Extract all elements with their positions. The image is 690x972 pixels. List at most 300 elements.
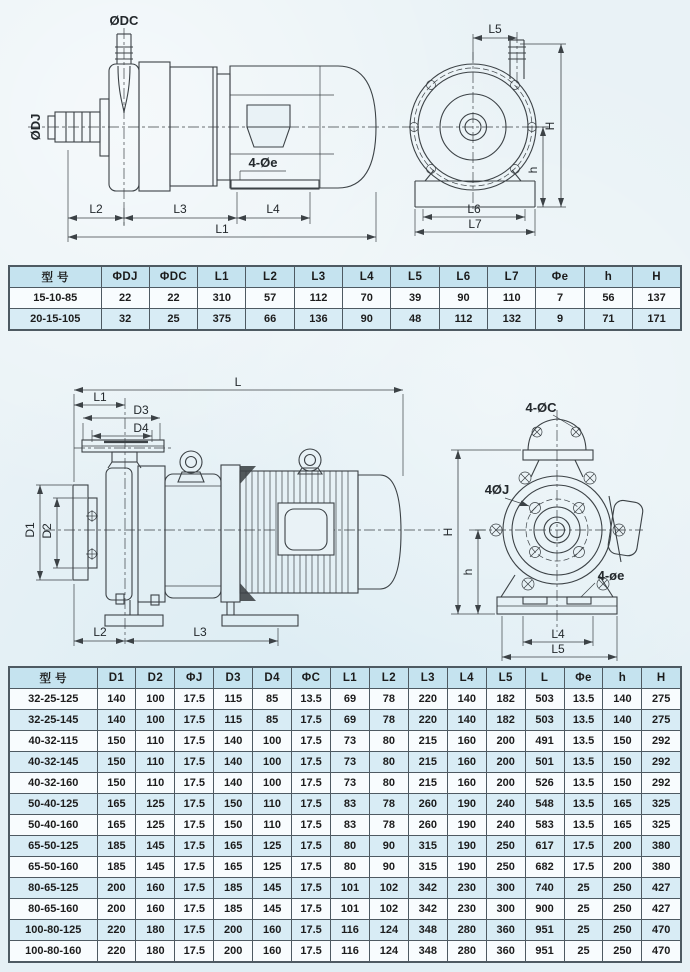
value-cell: 292	[642, 773, 681, 794]
value-cell: 83	[331, 794, 370, 815]
value-cell: 22	[149, 288, 197, 309]
value-cell: 240	[486, 815, 525, 836]
table-row	[9, 710, 681, 731]
table-row	[9, 815, 681, 836]
value-cell: 682	[525, 857, 564, 878]
table-row	[9, 836, 681, 857]
model-cell: 15-10-85	[9, 288, 101, 309]
value-cell: 470	[642, 941, 681, 963]
column-header: 型 号	[9, 266, 101, 288]
column-header: L4	[447, 667, 486, 689]
dim-label-l7: L7	[468, 217, 482, 231]
value-cell: 140	[447, 710, 486, 731]
value-cell: 25	[564, 878, 603, 899]
value-cell: 200	[603, 857, 642, 878]
value-cell: 526	[525, 773, 564, 794]
pump2-suction-flange	[73, 485, 98, 580]
model-cell: 40-32-145	[9, 752, 97, 773]
value-cell: 17.5	[175, 794, 214, 815]
value-cell: 17.5	[564, 836, 603, 857]
dim-label-h-total: H	[543, 121, 557, 131]
column-header: h	[603, 667, 642, 689]
value-cell: 17.5	[175, 878, 214, 899]
dim-label-l: L	[234, 375, 242, 389]
dim-label-h-axis: h	[461, 568, 475, 576]
value-cell: 78	[369, 815, 408, 836]
value-cell: 100	[253, 773, 292, 794]
model-cell: 40-32-115	[9, 731, 97, 752]
value-cell: 342	[408, 878, 447, 899]
value-cell: 17.5	[175, 836, 214, 857]
value-cell: 125	[253, 836, 292, 857]
value-cell: 260	[408, 815, 447, 836]
value-cell: 17.5	[292, 773, 331, 794]
column-header: L	[525, 667, 564, 689]
column-header: L5	[391, 266, 439, 288]
value-cell: 150	[97, 731, 136, 752]
value-cell: 9	[536, 309, 584, 331]
table-row	[9, 899, 681, 920]
value-cell: 124	[369, 920, 408, 941]
value-cell: 136	[294, 309, 342, 331]
value-cell: 116	[331, 920, 370, 941]
column-header: L7	[488, 266, 536, 288]
value-cell: 73	[331, 752, 370, 773]
value-cell: 78	[369, 710, 408, 731]
value-cell: 17.5	[292, 836, 331, 857]
model-cell: 65-50-125	[9, 836, 97, 857]
value-cell: 110	[136, 752, 175, 773]
value-cell: 17.5	[292, 857, 331, 878]
value-cell: 110	[253, 794, 292, 815]
value-cell: 200	[486, 752, 525, 773]
value-cell: 83	[331, 815, 370, 836]
value-cell: 617	[525, 836, 564, 857]
value-cell: 165	[97, 794, 136, 815]
value-cell: 7	[536, 288, 584, 309]
value-cell: 116	[331, 941, 370, 963]
value-cell: 25	[564, 920, 603, 941]
value-cell: 150	[214, 794, 253, 815]
value-cell: 13.5	[564, 710, 603, 731]
value-cell: 501	[525, 752, 564, 773]
table-row	[9, 752, 681, 773]
value-cell: 200	[97, 878, 136, 899]
value-cell: 325	[642, 794, 681, 815]
pump2-dimension-table	[8, 666, 682, 963]
model-cell: 80-65-160	[9, 899, 97, 920]
value-cell: 17.5	[292, 878, 331, 899]
value-cell: 300	[486, 899, 525, 920]
pump1-motor	[230, 66, 376, 189]
value-cell: 125	[136, 815, 175, 836]
value-cell: 17.5	[175, 941, 214, 963]
value-cell: 110	[136, 731, 175, 752]
value-cell: 13.5	[564, 794, 603, 815]
value-cell: 17.5	[292, 941, 331, 963]
value-cell: 583	[525, 815, 564, 836]
value-cell: 102	[369, 878, 408, 899]
pump2-discharge-dome	[523, 419, 593, 477]
value-cell: 112	[294, 288, 342, 309]
column-header: ΦDJ	[101, 266, 149, 288]
value-cell: 260	[408, 794, 447, 815]
column-header: D1	[97, 667, 136, 689]
dim-label-h-total: H	[441, 527, 455, 537]
dim-label-d1: D1	[23, 522, 37, 538]
column-header: H	[642, 667, 681, 689]
value-cell: 13.5	[292, 689, 331, 710]
value-cell: 73	[331, 731, 370, 752]
value-cell: 140	[603, 689, 642, 710]
value-cell: 71	[584, 309, 632, 331]
value-cell: 110	[253, 815, 292, 836]
pump2-discharge-flange	[74, 440, 172, 468]
model-cell: 100-80-125	[9, 920, 97, 941]
value-cell: 145	[253, 899, 292, 920]
value-cell: 80	[331, 836, 370, 857]
dim-label-l5: L5	[551, 642, 565, 656]
value-cell: 140	[214, 773, 253, 794]
value-cell: 165	[214, 857, 253, 878]
column-header: h	[584, 266, 632, 288]
value-cell: 185	[214, 899, 253, 920]
value-cell: 250	[486, 836, 525, 857]
value-cell: 140	[97, 689, 136, 710]
value-cell: 250	[603, 878, 642, 899]
model-cell: 80-65-125	[9, 878, 97, 899]
table-row	[9, 309, 681, 331]
value-cell: 115	[214, 710, 253, 731]
value-cell: 145	[253, 878, 292, 899]
value-cell: 100	[253, 731, 292, 752]
value-cell: 17.5	[175, 773, 214, 794]
value-cell: 70	[343, 288, 391, 309]
value-cell: 375	[198, 309, 246, 331]
value-cell: 101	[331, 878, 370, 899]
value-cell: 90	[369, 857, 408, 878]
column-header: ΦC	[292, 667, 331, 689]
value-cell: 190	[447, 815, 486, 836]
value-cell: 17.5	[175, 920, 214, 941]
pump2-motor	[221, 449, 401, 602]
value-cell: 348	[408, 920, 447, 941]
column-header: D4	[253, 667, 292, 689]
table-row	[9, 941, 681, 963]
column-header: Φe	[536, 266, 584, 288]
value-cell: 470	[642, 920, 681, 941]
value-cell: 180	[136, 941, 175, 963]
value-cell: 22	[101, 288, 149, 309]
column-header: L1	[198, 266, 246, 288]
value-cell: 250	[486, 857, 525, 878]
value-cell: 57	[246, 288, 294, 309]
model-cell: 40-32-160	[9, 773, 97, 794]
dim-label-d4: D4	[133, 421, 149, 435]
model-cell: 65-50-160	[9, 857, 97, 878]
dim-label-l1: L1	[215, 222, 229, 236]
column-header: L6	[439, 266, 487, 288]
value-cell: 66	[246, 309, 294, 331]
value-cell: 200	[97, 899, 136, 920]
value-cell: 137	[633, 288, 681, 309]
value-cell: 215	[408, 752, 447, 773]
value-cell: 110	[136, 773, 175, 794]
pump2-volute	[106, 466, 221, 605]
value-cell: 250	[603, 899, 642, 920]
value-cell: 25	[149, 309, 197, 331]
value-cell: 165	[603, 794, 642, 815]
value-cell: 80	[331, 857, 370, 878]
value-cell: 220	[97, 920, 136, 941]
column-header: L3	[294, 266, 342, 288]
value-cell: 17.5	[292, 731, 331, 752]
value-cell: 200	[603, 836, 642, 857]
dim-label-l5: L5	[488, 22, 502, 36]
value-cell: 160	[253, 920, 292, 941]
value-cell: 548	[525, 794, 564, 815]
value-cell: 160	[136, 878, 175, 899]
value-cell: 150	[214, 815, 253, 836]
value-cell: 140	[97, 710, 136, 731]
value-cell: 160	[447, 752, 486, 773]
value-cell: 215	[408, 731, 447, 752]
column-header: L2	[369, 667, 408, 689]
value-cell: 150	[603, 731, 642, 752]
value-cell: 17.5	[175, 710, 214, 731]
pump2-side-view-drawing	[8, 370, 448, 666]
value-cell: 100	[253, 752, 292, 773]
value-cell: 342	[408, 899, 447, 920]
model-cell: 50-40-125	[9, 794, 97, 815]
pump2-feet	[105, 600, 298, 626]
value-cell: 250	[603, 941, 642, 963]
value-cell: 280	[447, 941, 486, 963]
value-cell: 69	[331, 710, 370, 731]
foot-holes-label: 4-Øe	[248, 155, 278, 170]
value-cell: 315	[408, 836, 447, 857]
dim-label-l3: L3	[173, 202, 187, 216]
value-cell: 427	[642, 878, 681, 899]
value-cell: 145	[136, 836, 175, 857]
value-cell: 90	[439, 288, 487, 309]
value-cell: 185	[214, 878, 253, 899]
value-cell: 190	[447, 857, 486, 878]
dim-label-l1: L1	[93, 390, 107, 404]
pump2-dimension-table-wrap	[8, 666, 682, 963]
value-cell: 73	[331, 773, 370, 794]
base-holes-label: 4-øe	[597, 568, 625, 583]
value-cell: 124	[369, 941, 408, 963]
column-header: D3	[214, 667, 253, 689]
value-cell: 90	[343, 309, 391, 331]
value-cell: 491	[525, 731, 564, 752]
value-cell: 165	[603, 815, 642, 836]
column-header: Φe	[564, 667, 603, 689]
value-cell: 180	[136, 920, 175, 941]
value-cell: 17.5	[175, 857, 214, 878]
value-cell: 80	[369, 752, 408, 773]
value-cell: 951	[525, 920, 564, 941]
value-cell: 56	[584, 288, 632, 309]
value-cell: 275	[642, 710, 681, 731]
column-header: 型 号	[9, 667, 97, 689]
value-cell: 100	[136, 689, 175, 710]
dim-label-l2: L2	[89, 202, 103, 216]
value-cell: 112	[439, 309, 487, 331]
model-cell: 32-25-145	[9, 710, 97, 731]
column-header: L4	[343, 266, 391, 288]
value-cell: 100	[136, 710, 175, 731]
value-cell: 240	[486, 794, 525, 815]
value-cell: 348	[408, 941, 447, 963]
value-cell: 200	[214, 941, 253, 963]
value-cell: 13.5	[564, 752, 603, 773]
flange-holes-label: 4-ØC	[525, 400, 557, 415]
value-cell: 78	[369, 794, 408, 815]
value-cell: 101	[331, 899, 370, 920]
value-cell: 78	[369, 689, 408, 710]
value-cell: 182	[486, 689, 525, 710]
dim-label-d2: D2	[40, 523, 54, 539]
model-cell: 20-15-105	[9, 309, 101, 331]
table-row	[9, 878, 681, 899]
value-cell: 85	[253, 710, 292, 731]
table-row	[9, 288, 681, 309]
value-cell: 150	[603, 773, 642, 794]
value-cell: 85	[253, 689, 292, 710]
value-cell: 215	[408, 773, 447, 794]
value-cell: 230	[447, 878, 486, 899]
value-cell: 951	[525, 941, 564, 963]
pump1-side-view-drawing	[0, 0, 405, 252]
header-row	[9, 266, 681, 288]
value-cell: 17.5	[292, 920, 331, 941]
value-cell: 17.5	[175, 731, 214, 752]
pump2-gland	[607, 496, 644, 562]
value-cell: 39	[391, 288, 439, 309]
value-cell: 315	[408, 857, 447, 878]
value-cell: 69	[331, 689, 370, 710]
value-cell: 17.5	[175, 815, 214, 836]
value-cell: 185	[97, 836, 136, 857]
value-cell: 125	[253, 857, 292, 878]
value-cell: 110	[488, 288, 536, 309]
value-cell: 17.5	[175, 899, 214, 920]
value-cell: 250	[603, 920, 642, 941]
model-cell: 100-80-160	[9, 941, 97, 963]
value-cell: 17.5	[292, 710, 331, 731]
model-cell: 50-40-160	[9, 815, 97, 836]
table-row	[9, 794, 681, 815]
value-cell: 220	[97, 941, 136, 963]
column-header: D2	[136, 667, 175, 689]
dim-label-d3: D3	[133, 403, 149, 417]
dim-label-l3: L3	[193, 625, 207, 639]
value-cell: 292	[642, 752, 681, 773]
dim-label-l4: L4	[551, 627, 565, 641]
value-cell: 17.5	[175, 752, 214, 773]
value-cell: 17.5	[292, 899, 331, 920]
value-cell: 230	[447, 899, 486, 920]
value-cell: 145	[136, 857, 175, 878]
pump2-front-view-drawing	[441, 370, 690, 666]
value-cell: 132	[488, 309, 536, 331]
value-cell: 220	[408, 710, 447, 731]
outlet-diameter-label: ØDC	[109, 13, 139, 28]
value-cell: 200	[214, 920, 253, 941]
value-cell: 182	[486, 710, 525, 731]
value-cell: 80	[369, 731, 408, 752]
value-cell: 140	[214, 731, 253, 752]
value-cell: 140	[603, 710, 642, 731]
column-header: L3	[408, 667, 447, 689]
value-cell: 360	[486, 941, 525, 963]
value-cell: 125	[136, 794, 175, 815]
inlet-diameter-label: ØDJ	[28, 113, 43, 141]
table-row	[9, 731, 681, 752]
value-cell: 160	[253, 941, 292, 963]
value-cell: 427	[642, 899, 681, 920]
value-cell: 80	[369, 773, 408, 794]
value-cell: 220	[408, 689, 447, 710]
value-cell: 48	[391, 309, 439, 331]
hub-holes-label: 4ØJ	[484, 482, 510, 497]
value-cell: 32	[101, 309, 149, 331]
column-header: L2	[246, 266, 294, 288]
value-cell: 17.5	[175, 689, 214, 710]
dim-label-l2: L2	[93, 625, 107, 639]
dim-label-l6: L6	[467, 202, 481, 216]
value-cell: 17.5	[292, 794, 331, 815]
value-cell: 150	[603, 752, 642, 773]
table-row	[9, 857, 681, 878]
value-cell: 13.5	[564, 689, 603, 710]
value-cell: 300	[486, 878, 525, 899]
value-cell: 275	[642, 689, 681, 710]
value-cell: 380	[642, 836, 681, 857]
value-cell: 360	[486, 920, 525, 941]
value-cell: 740	[525, 878, 564, 899]
column-header: ΦDC	[149, 266, 197, 288]
header-row	[9, 667, 681, 689]
value-cell: 160	[447, 731, 486, 752]
pump1-front-view-drawing	[400, 0, 690, 250]
table-row	[9, 920, 681, 941]
value-cell: 17.5	[564, 857, 603, 878]
value-cell: 280	[447, 920, 486, 941]
value-cell: 503	[525, 710, 564, 731]
value-cell: 503	[525, 689, 564, 710]
column-header: L5	[486, 667, 525, 689]
value-cell: 185	[97, 857, 136, 878]
value-cell: 25	[564, 899, 603, 920]
pump1-dimension-table	[8, 265, 682, 331]
value-cell: 200	[486, 773, 525, 794]
value-cell: 140	[447, 689, 486, 710]
value-cell: 190	[447, 794, 486, 815]
table-row	[9, 689, 681, 710]
value-cell: 90	[369, 836, 408, 857]
value-cell: 17.5	[292, 752, 331, 773]
value-cell: 17.5	[292, 815, 331, 836]
value-cell: 165	[97, 815, 136, 836]
value-cell: 900	[525, 899, 564, 920]
column-header: H	[633, 266, 681, 288]
model-cell: 32-25-125	[9, 689, 97, 710]
eye-bolt	[178, 451, 204, 482]
value-cell: 115	[214, 689, 253, 710]
